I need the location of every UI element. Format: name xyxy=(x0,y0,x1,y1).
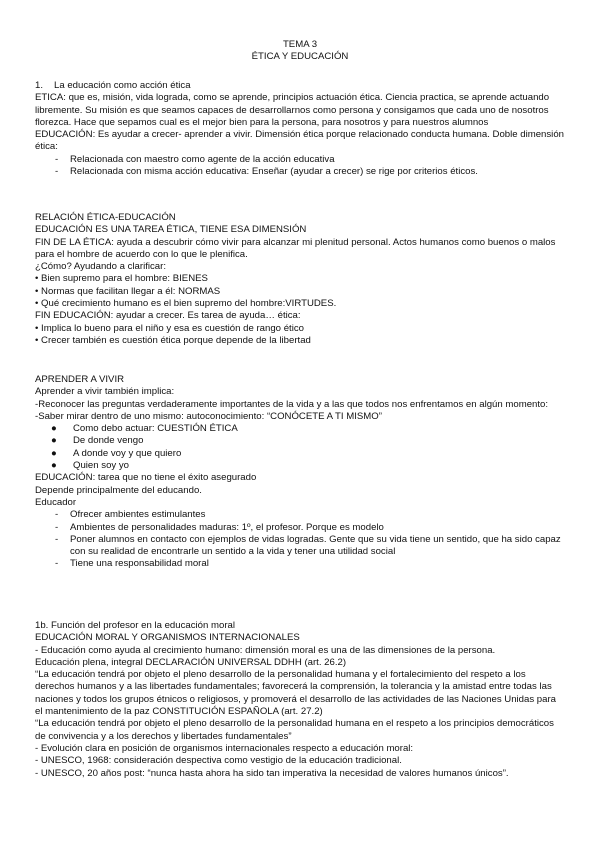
section-aprender-vivir xyxy=(35,374,565,571)
section-number: 1. xyxy=(35,80,44,91)
unesco-post-line: - UNESCO, 20 años post: “nunca hasta ahora ha sido tan imperativa la necesidad de valores humanos únicos”. xyxy=(35,767,509,779)
crecimiento-line: - Educación como ayuda al crecimiento humano: dimensión moral es una de las dimensiones de la persona. xyxy=(35,644,496,656)
bullet-icon: ● xyxy=(51,423,57,435)
list-item-text: Poner alumnos en contacto con ejemplos de vidas logradas. Gente que su vida tiene un sentido, que ha sido capaz con su realidad de encontrarle un sentido a la vida y tener una utilidad social xyxy=(70,533,561,558)
list-item-text: De donde vengo xyxy=(73,435,144,447)
section-funcion-profesor xyxy=(35,620,565,780)
bullet-icon: ● xyxy=(51,447,57,459)
fin-etica-paragraph: FIN DE LA ÉTICA: ayuda a descubrir cómo vivir para alcanzar mi plenitud personal. Actos humanos como buenos o malos para el hombre de acuerdo con lo que le plenifica. xyxy=(35,236,556,260)
bullet-implica: • Implica lo bueno para el niño y esa es cuestión de rango ético xyxy=(35,322,304,334)
dash-marker: - xyxy=(55,509,59,521)
list-item-text: Como debo actuar: CUESTIÓN ÉTICA xyxy=(73,423,238,435)
organismos-heading: EDUCACIÓN MORAL Y ORGANISMOS INTERNACIONALES xyxy=(35,632,300,644)
reconocer-line: -Reconocer las preguntas verdaderamente importantes de la vida y a las que todos nos enfrentamos en algún momento: xyxy=(35,398,549,410)
quote-ddhh: “La educación tendrá por objeto el pleno desarrollo de la personalidad humana y el fortalecimiento del respeto a los derechos humanos y a las libertades fundamentales; favorecerá la comprensión, la tolerancia y la amistad entre todas las naciones y todos los grupos étnicos o religiosos, y promoverá el desarrollo de las actividades de las Naciones Unidas para el mantenimiento de la paz CONSTITUCIÓN ESPAÑOLA (art. 27.2) xyxy=(35,669,557,718)
list-item xyxy=(35,435,565,447)
section-heading-text: La educación como acción ética xyxy=(54,80,191,91)
tarea-etica-heading: EDUCACIÓN ES UNA TAREA ÉTICA, TIENE ESA DIMENSIÓN xyxy=(35,224,307,236)
educador-label: Educador xyxy=(35,496,77,508)
depende-line: Depende principalmente del educando. xyxy=(35,484,202,496)
bullet-crecer: • Crecer también es cuestión ética porque depende de la libertad xyxy=(35,334,311,346)
quote-constitucion: “La educación tendrá por objeto el pleno desarrollo de la personalidad humana en el respeto a los principios democráticos de convivencia y a los derechos y libertades fundamentales” xyxy=(35,718,554,742)
dash-marker: - xyxy=(55,558,59,570)
unesco-1968-line: - UNESCO, 1968: consideración despectiva como vestigio de la educación tradicional. xyxy=(35,755,402,767)
paragraph-educacion: EDUCACIÓN: Es ayudar a crecer- aprender a vivir. Dimensión ética porque relacionado conducta humana. Doble dimensión ética: xyxy=(35,129,564,153)
list-item-text: Quien soy yo xyxy=(73,460,129,472)
list-item-text: Tiene una responsabilidad moral xyxy=(70,558,209,570)
section-etica-accion xyxy=(35,80,565,178)
dash-marker: - xyxy=(55,153,59,165)
section-heading xyxy=(35,80,565,92)
tema-title: TEMA 3 xyxy=(282,39,318,50)
relacion-heading: RELACIÓN ÉTICA-EDUCACIÓN xyxy=(35,212,176,223)
list-item xyxy=(35,423,565,435)
dash-marker: - xyxy=(55,521,59,533)
saber-mirar-line: -Saber mirar dentro de uno mismo: autoconocimiento: “CONÓCETE A TI MISMO” xyxy=(35,410,382,422)
bullet-normas: • Normas que facilitan llegar a él: NORMAS xyxy=(35,285,221,297)
list-item-text: Relacionada con maestro como agente de la acción educativa xyxy=(70,153,335,165)
como-line: ¿Cómo? Ayudando a clarificar: xyxy=(35,261,167,273)
aprender-heading: APRENDER A VIVIR xyxy=(35,374,125,385)
paragraph-etica: ETICA: que es, misión, vida lograda, como se aprende, principios actuación ética. Ciencia practica, se aprende actuando libremente. Su misión es que seamos capaces de desarrollarnos como persona y consigamos que cada uno de nosotros florezca. Hace que sepamos cual es el mejor bien para la persona, para nosotros y para nuestros alumnos xyxy=(35,92,550,128)
list-item-text: Ofrecer ambientes estimulantes xyxy=(70,509,206,521)
list-item-text: A donde voy y que quiero xyxy=(73,447,182,459)
list-item xyxy=(35,509,565,521)
list-item xyxy=(35,166,565,178)
section-relacion xyxy=(35,212,565,347)
dash-marker: - xyxy=(55,166,59,178)
list-item xyxy=(35,522,565,534)
list-item-text: Ambientes de personalidades maduras: 1º, el profesor. Porque es modelo xyxy=(70,521,384,533)
list-item xyxy=(35,448,565,460)
bullet-icon: ● xyxy=(51,460,57,472)
bullet-bienes: • Bien supremo para el hombre: BIENES xyxy=(35,273,208,285)
declaracion-line: Educación plena, integral DECLARACIÓN UNIVERSAL DDHH (art. 26.2) xyxy=(35,656,347,668)
educacion-tarea-line: EDUCACIÓN: tarea que no tiene el éxito asegurado xyxy=(35,472,257,484)
list-item xyxy=(35,558,565,570)
list-item xyxy=(35,534,565,559)
implica-line: Aprender a vivir también implica: xyxy=(35,386,175,398)
list-item xyxy=(35,154,565,166)
evolucion-line: - Evolución clara en posición de organismos internacionales respecto a educación moral: xyxy=(35,742,414,754)
dash-marker: - xyxy=(55,533,59,545)
list-item-text: Relacionada con misma acción educativa: Enseñar (ayudar a crecer) se rige por criterios éticos. xyxy=(70,166,478,178)
fin-educacion-line: FIN EDUCACIÓN: ayudar a crecer. Es tarea de ayuda… ética: xyxy=(35,310,301,322)
bullet-virtudes: • Qué crecimiento humano es el bien supremo del hombre:VIRTUDES. xyxy=(35,298,337,310)
bullet-icon: ● xyxy=(51,435,57,447)
tema-subtitle: ÉTICA Y EDUCACIÓN xyxy=(251,51,349,63)
list-item xyxy=(35,460,565,472)
funcion-heading: 1b. Función del profesor en la educación moral xyxy=(35,620,235,631)
title-block xyxy=(0,39,600,64)
